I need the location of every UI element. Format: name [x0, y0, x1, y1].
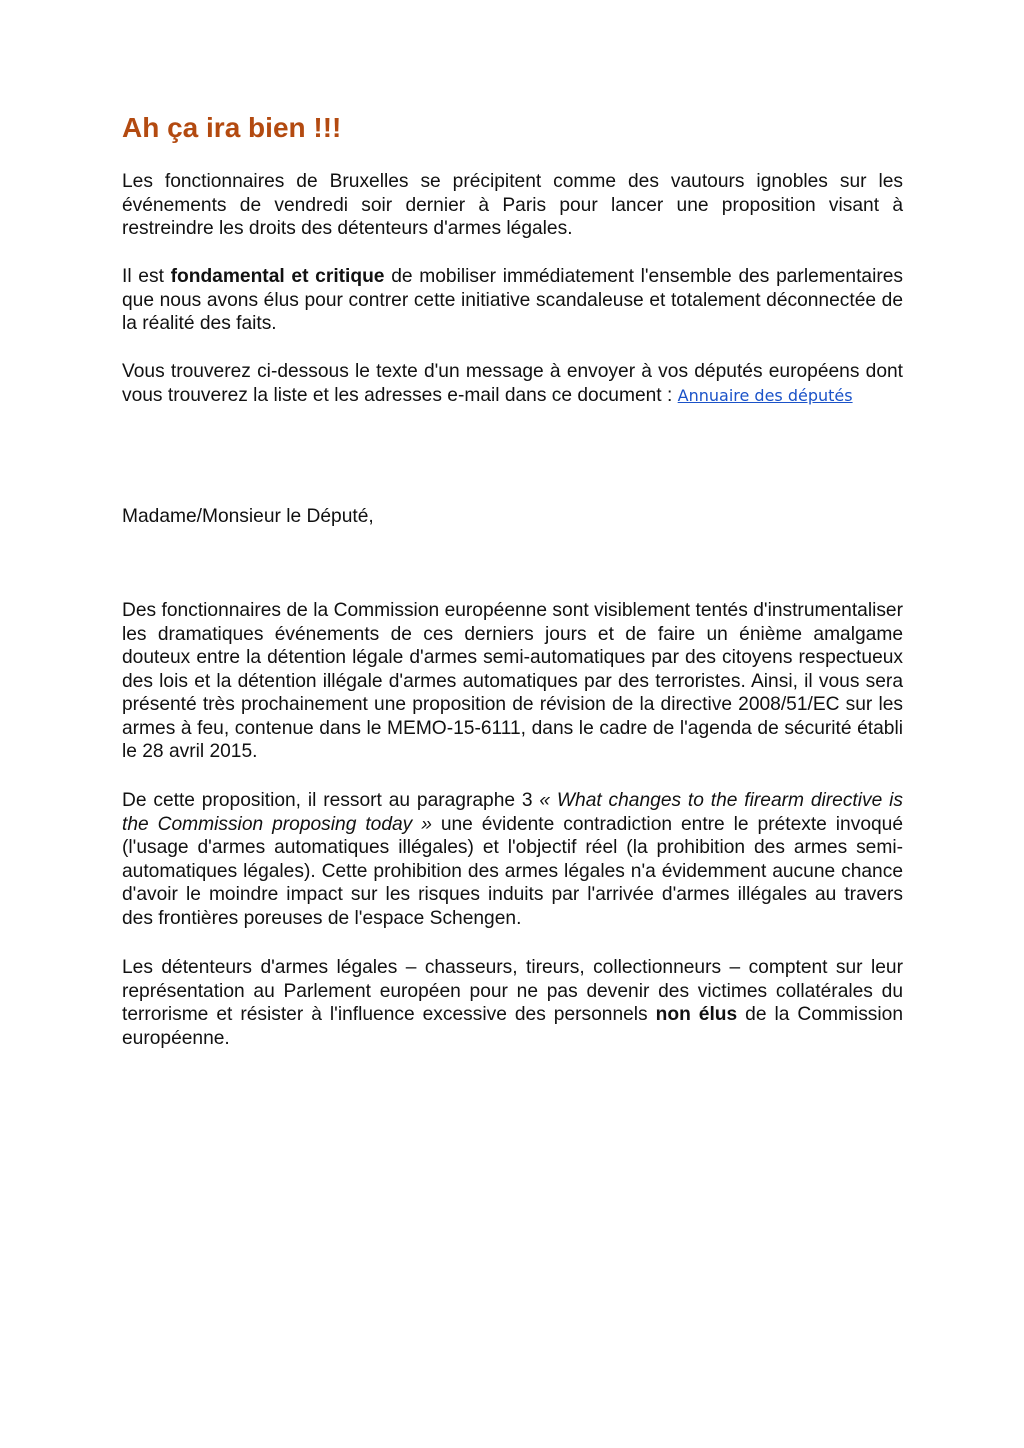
letter-quote: « What changes to the firearm directive is the Commission proposing today »	[122, 790, 903, 835]
intro-emphasis: fondamental et critique	[170, 266, 385, 287]
letter-paragraph-2-text-after: une évidente contradiction entre le prétexte invoqué (l'usage d'armes automatiques illégales) et l'objectif réel (la prohibition des armes semi-automatiques légales). Cette prohibition des armes légales n'a évidemment aucune chance d'avoir le moindre impact sur les risques induits par l'arrivée d'armes illégales au travers des frontières poreuses de l'espace Schengen.	[122, 813, 904, 929]
intro-paragraph-3-text: Vous trouverez ci-dessous le texte d'un message à envoyer à vos députés européens dont vous trouverez la liste et les adresses e-mail dans ce document :	[122, 361, 903, 406]
letter-paragraph-3	[122, 956, 903, 1050]
letter-paragraph-1	[122, 599, 903, 764]
intro-paragraph-3	[122, 360, 903, 407]
intro-paragraph-1	[122, 170, 903, 241]
letter-paragraph-2-text-before: De cette proposition, il ressort au paragraphe 3	[122, 790, 540, 811]
letter-paragraph-1-text: Des fonctionnaires de la Commission européenne sont visiblement tentés d'instrumentaliser les dramatiques événements de ces derniers jours et de faire un énième amalgame douteux entre la détention légale d'armes semi-automatiques par des citoyens respectueux des lois et la détention illégale d'armes automatiques par des terroristes. Ainsi, il vous sera présenté très prochainement une proposition de révision de la directive 2008/51/EC sur les armes à feu, contenue dans le MEMO-15-6111, dans le cadre de l'agenda de sécurité établi le 28 avril 2015.	[122, 600, 903, 762]
intro-paragraph-2-text-after: de mobiliser immédiatement l'ensemble des parlementaires que nous avons élus pour contrer cette initiative scandaleuse et totalement déconnectée de la réalité des faits.	[122, 266, 904, 334]
letter-paragraph-3-text-after: de la Commission européenne.	[122, 1004, 903, 1049]
letter-emphasis: non élus	[655, 1004, 738, 1025]
letter-paragraph-2	[122, 789, 903, 930]
intro-paragraph-2	[122, 265, 903, 336]
intro-paragraph-1-text: Les fonctionnaires de Bruxelles se précipitent comme des vautours ignobles sur les événements de vendredi soir dernier à Paris pour lancer une proposition visant à restreindre les droits des détenteurs d'armes légales.	[122, 171, 903, 239]
letter-paragraph-3-text-before: Les détenteurs d'armes légales – chasseurs, tireurs, collectionneurs – comptent sur leur représentation au Parlement européen pour ne pas devenir des victimes collatérales du terrorisme et résister à l'influence excessive des personnels	[122, 957, 903, 1025]
letter-salutation: Madame/Monsieur le Député,	[122, 506, 374, 527]
deputies-directory-link[interactable]: Annuaire des députés	[677, 385, 853, 405]
intro-paragraph-2-text-before: Il est	[122, 266, 171, 287]
page-title: Ah ça ira bien !!!	[122, 112, 342, 143]
